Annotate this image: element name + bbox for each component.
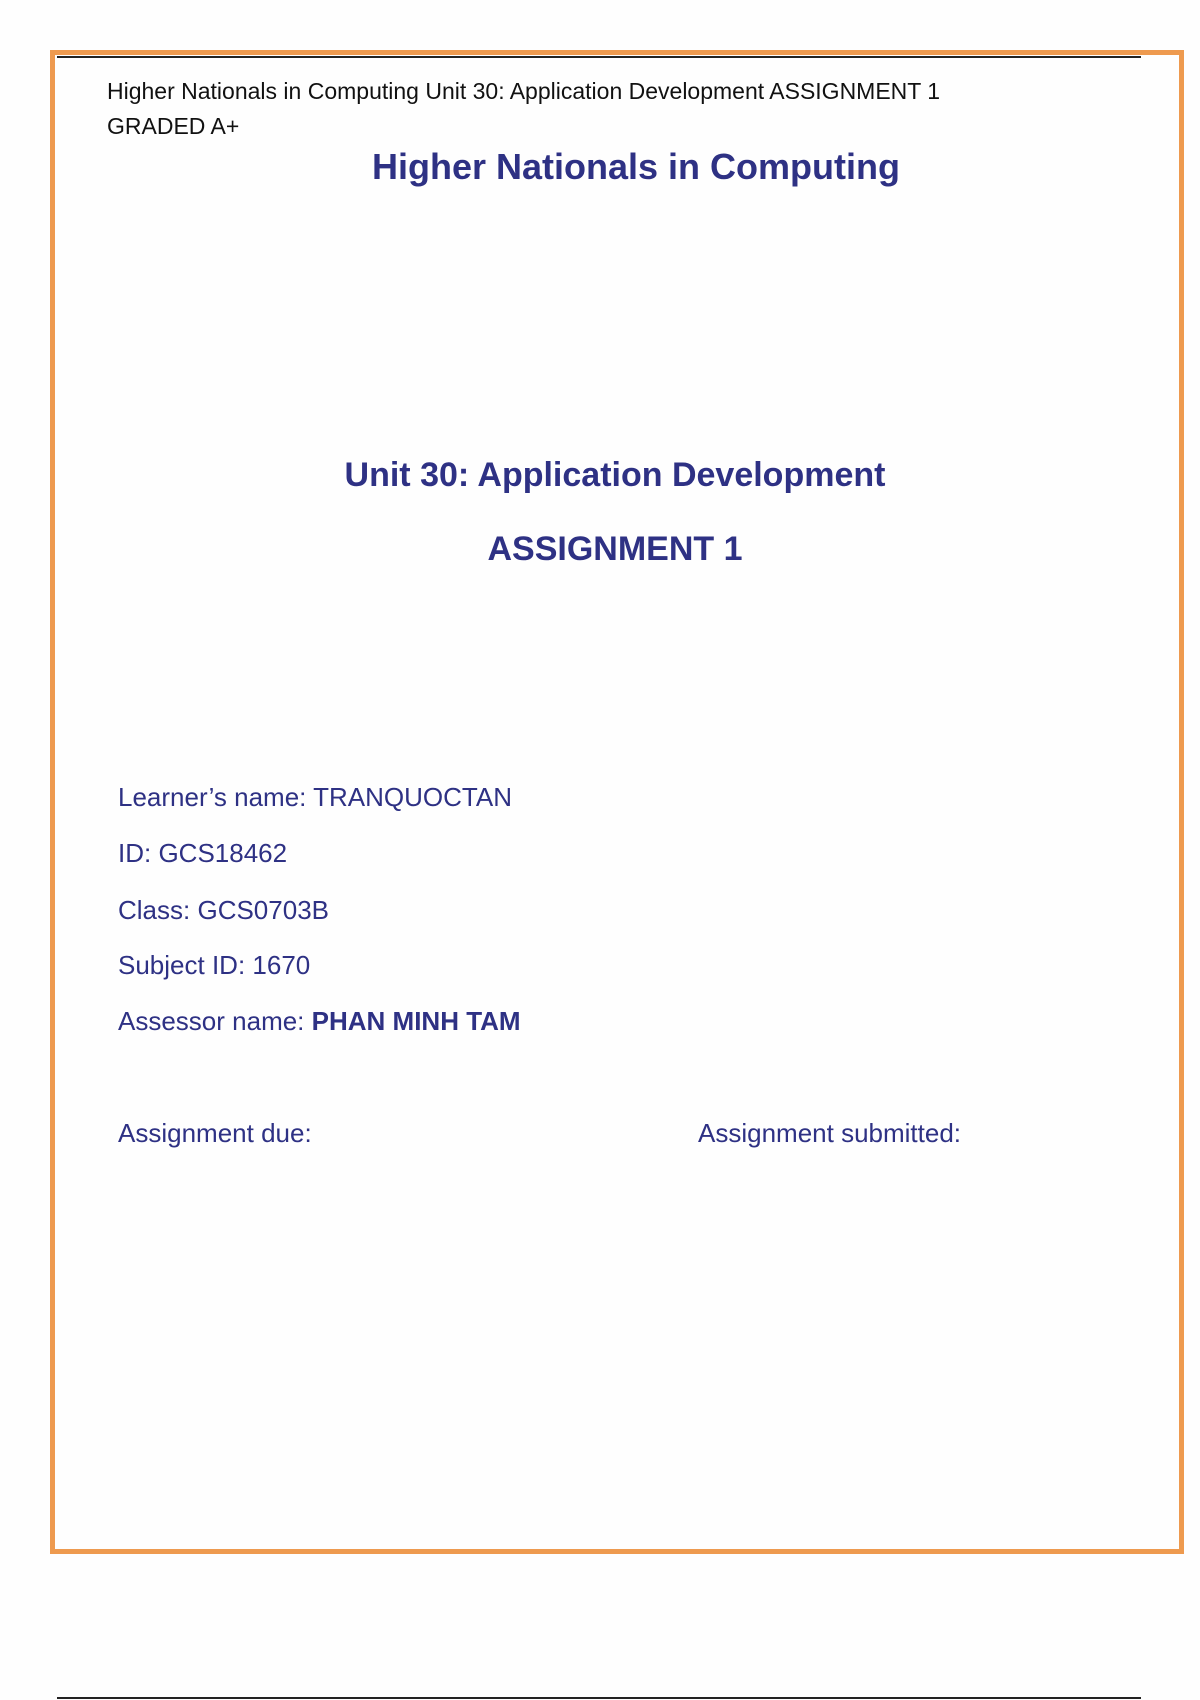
subject-id-value: 1670 bbox=[252, 950, 311, 980]
subject-id-label: Subject ID: bbox=[118, 950, 253, 980]
header-line-2: GRADED A+ bbox=[107, 113, 240, 139]
learner-name-value: TRANQUOCTAN bbox=[313, 782, 512, 812]
subject-id-field bbox=[118, 950, 310, 981]
assignment-due-label: Assignment due: bbox=[118, 1118, 312, 1148]
unit-title: Unit 30: Application Development bbox=[344, 456, 886, 494]
class-value: GCS0703B bbox=[197, 895, 329, 925]
bottom-rule bbox=[57, 1697, 1141, 1699]
class-field bbox=[118, 895, 329, 926]
assessor-name-label: Assessor name: bbox=[118, 1006, 312, 1036]
id-field bbox=[118, 838, 287, 869]
id-value: GCS18462 bbox=[158, 838, 288, 868]
id-label: ID: bbox=[118, 838, 159, 868]
class-label: Class: bbox=[118, 895, 198, 925]
assessor-name-value: PHAN MINH TAM bbox=[311, 1006, 521, 1036]
assessor-name-field bbox=[118, 1006, 521, 1037]
page-header bbox=[107, 74, 1087, 144]
header-line-1: Higher Nationals in Computing Unit 30: Application Development ASSIGNMENT 1 bbox=[107, 78, 941, 104]
assignment-title: ASSIGNMENT 1 bbox=[487, 530, 743, 568]
assignment-submitted-label: Assignment submitted: bbox=[698, 1118, 962, 1148]
top-rule bbox=[57, 56, 1141, 58]
learner-name-label: Learner’s name: bbox=[118, 782, 314, 812]
learner-name-field bbox=[118, 782, 512, 813]
document-title: Higher Nationals in Computing bbox=[372, 146, 900, 187]
